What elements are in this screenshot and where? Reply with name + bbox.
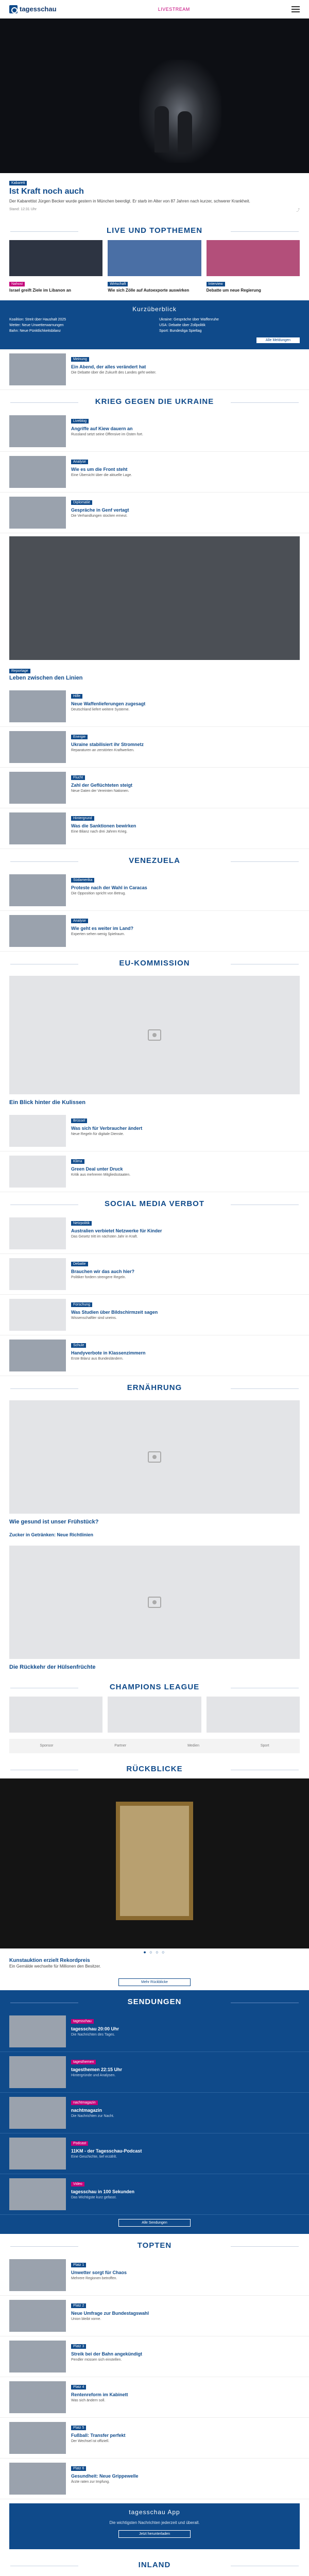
news-item[interactable]: Bahn: Neue Pünktlichkeitsbilanz	[9, 329, 61, 333]
list-item[interactable]: Netzpolitik Australien verbietet Netzwerke für Kinder Das Gesetz tritt im nächsten Jahr in Kraft.	[0, 1213, 309, 1254]
list-item[interactable]: Meinung Ein Abend, der alles verändert hat Die Debatte über die Zukunft des Landes geht weiter.	[0, 349, 309, 390]
hero-image[interactable]	[0, 19, 309, 173]
share-icon[interactable]: ⤴	[296, 208, 300, 212]
list-item[interactable]: Flucht Zahl der Geflüchteten steigt Neue Daten der Vereinten Nationen.	[0, 768, 309, 808]
list-item[interactable]: Analyse Wie geht es weiter im Land? Experten sehen wenig Spielraum.	[0, 911, 309, 952]
list-item[interactable]: Platz 1 Unwetter sorgt für Chaos Mehrere Regionen betroffen.	[0, 2255, 309, 2296]
section-title: SOCIAL MEDIA VERBOT	[0, 1192, 309, 1213]
inland-section	[0, 2553, 309, 2576]
news-item[interactable]: Ukraine: Gespräche über Waffenruhe	[159, 317, 219, 321]
section-title: TOPTEN	[0, 2234, 309, 2255]
list-item[interactable]: Analyse Wie es um die Front steht Eine Übersicht über die aktuelle Lage.	[0, 452, 309, 493]
all-news-button[interactable]: Alle Meldungen	[256, 337, 300, 343]
list-item[interactable]: Platz 5 Fußball: Transfer perfekt Der Wechsel ist offiziell.	[0, 2418, 309, 2459]
teaser[interactable]: Nahost Israel greift Ziele im Libanon an	[9, 240, 102, 293]
hero-desc: Der Kabarettist Jürgen Becker wurde gestern in München beerdigt. Er starb im Alter von 87 Jahren nach kurzer, schwerer Krankheit.	[9, 199, 250, 204]
teaser[interactable]: Interview Debatte um neue Regierung	[207, 240, 300, 293]
section-title: RÜCKBLICKE	[0, 1757, 309, 1778]
gallery-image[interactable]	[0, 1778, 309, 1948]
rueckblick-section: RÜCKBLICKE ● ○ ○ ○ Kunstauktion erzielt Rekordpreis Ein Gemälde wechselte für Millionen den Besitzer. Mehr Rückblicke	[0, 1757, 309, 1987]
box-title: Kurzüberblick	[132, 305, 177, 313]
logo-icon	[9, 5, 18, 13]
image-placeholder[interactable]	[9, 1400, 300, 1514]
hero-title[interactable]: Ist Kraft noch auch	[9, 187, 84, 196]
top-header	[0, 0, 309, 19]
list-item[interactable]: Hintergrund Was die Sanktionen bewirken Eine Bilanz nach drei Jahren Krieg.	[0, 808, 309, 849]
list-item[interactable]: Liveblog Angriffe auf Kiew dauern an Russland setzt seine Offensive im Osten fort.	[0, 411, 309, 452]
news-item[interactable]: Koalition: Streit über Haushalt 2025	[9, 317, 66, 321]
teaser[interactable]	[9, 1697, 102, 1735]
list-item[interactable]: Platz 3 Streik bei der Bahn angekündigt Pendler müssen sich einstellen.	[0, 2336, 309, 2377]
ukraine-section: KRIEG GEGEN DIE UKRAINE Liveblog Angriffe auf Kiew dauern an Russland setzt seine Offensive im Osten fort. Analyse Wie es um die Front steht Eine Übersicht über die aktuelle Lage. Diplomatie Gespräche in Genf vertagt Die Verhandlungen stocken erneut. Reportage Leben zwischen den Linien Hilfe Neue Waffenlieferungen zugesagt Deutschland liefert weitere Systeme. Energie Ukraine stabilisiert ihr Stromnetz Reparaturen an zerstörten Kraftwerken. Flucht Zahl der Geflüchteten steigt Neue Daten der Vereinten Nationen. Hintergrund Was die Sanktionen bewirken Eine Bilanz nach drei Jahren Krieg.	[0, 390, 309, 849]
list-item[interactable]: Forschung Was Studien über Bildschirmzeit sagen Wissenschaftler sind uneins.	[0, 1295, 309, 1335]
hero-time: Stand: 12:31 Uhr	[9, 207, 37, 211]
list-item[interactable]: Hilfe Neue Waffenlieferungen zugesagt Deutschland liefert weitere Systeme.	[0, 686, 309, 727]
list-item[interactable]: Energie Ukraine stabilisiert ihr Stromnetz Reparaturen an zerstörten Kraftwerken.	[0, 727, 309, 768]
news-item[interactable]: USA: Debatte über Zollpolitik	[159, 324, 205, 328]
app-promo: tagesschau App Die wichtigsten Nachrichten jederzeit und überall. Jetzt herunterladen	[9, 2503, 300, 2549]
section-title: ERNÄHRUNG	[0, 1376, 309, 1397]
all-sendungen-button[interactable]: Alle Sendungen	[118, 2219, 191, 2227]
image-icon	[148, 1451, 161, 1463]
list-item[interactable]: Podcast 11KM - der Tagesschau-Podcast Eine Geschichte, tief erzählt.	[0, 2133, 309, 2174]
list-item[interactable]: Video tagesschau in 100 Sekunden Das Wichtigste kurz gefasst.	[0, 2174, 309, 2215]
kurzueberblick-box	[0, 300, 309, 349]
teaser[interactable]	[207, 1697, 300, 1735]
sendungen-section	[0, 1990, 309, 2234]
champions-section	[0, 1675, 309, 1753]
sponsor-bar: Sponsor Partner Medien Sport	[9, 1739, 300, 1753]
eu-section: EU-KOMMISSION Ein Blick hinter die Kulissen Brüssel Was sich für Verbraucher ändert Neue Regeln für digitale Dienste. Klima Green Deal unter Druck Kritik aus mehreren Mitgliedsstaaten.	[0, 952, 309, 1192]
hero-kicker: Kabarett	[9, 181, 27, 185]
section-title: INLAND	[0, 2553, 309, 2574]
news-item[interactable]: Wetter: Neue Unwetterwarnungen	[9, 324, 64, 328]
news-item[interactable]: Sport: Bundesliga Spieltag	[159, 329, 202, 333]
section-title: EU-KOMMISSION	[0, 952, 309, 973]
menu-icon[interactable]	[291, 6, 300, 12]
livestream-link[interactable]: LIVESTREAM	[158, 6, 190, 12]
more-rueckblicke-button[interactable]: Mehr Rückblicke	[118, 1978, 191, 1986]
section-title: LIVE UND TOPTHEMEN	[0, 219, 309, 240]
topten-section	[0, 2234, 309, 2499]
brand-logo[interactable]: tagesschau	[9, 5, 57, 13]
teaser[interactable]: Wirtschaft Wie sich Zölle auf Autoexporte auswirken	[108, 240, 201, 293]
list-item[interactable]: Brüssel Was sich für Verbraucher ändert Neue Regeln für digitale Dienste.	[0, 1111, 309, 1151]
social-section	[0, 1192, 309, 1376]
app-download-button[interactable]: Jetzt herunterladen	[118, 2530, 191, 2538]
list-item[interactable]: Schule Handyverbote in Klassenzimmern Erste Bilanz aus Bundesländern.	[0, 1335, 309, 1376]
list-item[interactable]: Platz 2 Neue Umfrage zur Bundestagswahl Union bleibt vorne.	[0, 2296, 309, 2336]
gallery-dots[interactable]: ● ○ ○ ○	[143, 1949, 166, 1955]
list-item[interactable]: nachtmagazin nachtmagazin Die Nachrichten zur Nacht.	[0, 2093, 309, 2133]
image-icon	[148, 1029, 161, 1041]
section-title: VENEZUELA	[0, 849, 309, 870]
venezuela-section	[0, 849, 309, 952]
section-title: SENDUNGEN	[0, 1990, 309, 2011]
image-icon	[148, 1597, 161, 1608]
list-item[interactable]: Klima Green Deal unter Druck Kritik aus mehreren Mitgliedsstaaten.	[0, 1151, 309, 1192]
hero[interactable]	[0, 19, 309, 219]
teaser[interactable]	[108, 1697, 201, 1735]
live-section	[0, 219, 309, 293]
section-title: KRIEG GEGEN DIE UKRAINE	[0, 390, 309, 411]
list-item[interactable]: tagesschau tagesschau 20:00 Uhr Die Nachrichten des Tages.	[0, 2011, 309, 2052]
list-item[interactable]: tagesthemen tagesthemen 22:15 Uhr Hintergründe und Analysen.	[0, 2052, 309, 2093]
list-item[interactable]: Platz 4 Rentenreform im Kabinett Was sich ändern soll.	[0, 2377, 309, 2418]
list-item[interactable]: Diplomatie Gespräche in Genf vertagt Die Verhandlungen stocken erneut.	[0, 493, 309, 533]
wide-image[interactable]	[9, 536, 300, 660]
list-item[interactable]: Platz 6 Gesundheit: Neue Grippewelle Ärzte raten zur Impfung.	[0, 2459, 309, 2499]
list-item[interactable]: Debatte Brauchen wir das auch hier? Politiker fordern strengere Regeln.	[0, 1254, 309, 1295]
list-item[interactable]: Südamerika Proteste nach der Wahl in Caracas Die Opposition spricht von Betrug.	[0, 870, 309, 911]
section-title: CHAMPIONS LEAGUE	[0, 1675, 309, 1697]
image-placeholder[interactable]	[9, 1546, 300, 1659]
ernaehrung-section: ERNÄHRUNG Wie gesund ist unser Frühstück? Zucker in Getränken: Neue Richtlinien Die Rückkehr der Hülsenfrüchte	[0, 1376, 309, 1675]
image-placeholder[interactable]	[9, 976, 300, 1094]
